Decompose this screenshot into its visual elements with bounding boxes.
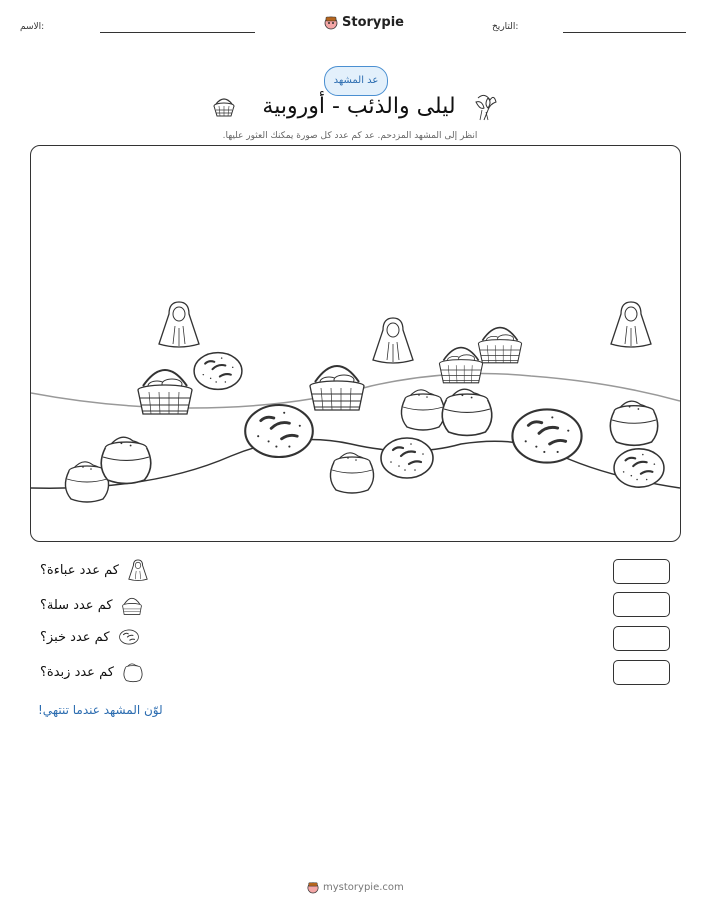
scene-butter-pot [401, 390, 444, 430]
answer-box-bread[interactable] [613, 626, 670, 651]
instructions: انظر إلى المشهد المزدحم. عد كم عدد كل صورة يمكنك العثور عليها. [222, 131, 478, 141]
page-title: ليلى والذئب - أوروبية [262, 94, 456, 119]
cloak-icon [127, 558, 149, 582]
counting-scene [30, 145, 681, 542]
scene-bread [614, 449, 664, 487]
brand-logo [324, 14, 404, 30]
scene-basket [138, 370, 192, 414]
brand-name: Storypie [342, 14, 404, 30]
answer-box-cloak[interactable] [613, 559, 670, 584]
question-butter [40, 661, 144, 683]
question-cloak [40, 558, 149, 582]
scene-drawing [31, 146, 680, 541]
footer-url[interactable]: mystorypie.com [323, 881, 404, 893]
coloring-note: لوّن المشهد عندما تنتهي! [38, 703, 163, 717]
scene-bread [381, 438, 433, 478]
scene-butter-pot [442, 389, 492, 435]
answer-box-butter[interactable] [613, 660, 670, 685]
scene-bread [245, 405, 313, 457]
scene-cloak [159, 302, 199, 347]
basket-icon [210, 92, 240, 120]
question-text: كم عدد خبز؟ [40, 629, 110, 645]
scene-butter-pot [330, 453, 373, 493]
question-basket [40, 593, 143, 617]
question-text: كم عدد عباءة؟ [40, 562, 119, 578]
scene-basket [310, 366, 364, 410]
name-line[interactable] [100, 32, 255, 33]
question-text: كم عدد زبدة؟ [40, 664, 114, 680]
bread-icon [118, 627, 140, 647]
date-label: التاريخ: [492, 22, 519, 32]
scene-cloak [611, 302, 651, 347]
scene-basket [478, 328, 521, 363]
activity-badge: عد المشهد [324, 66, 388, 96]
basket-icon [121, 593, 143, 617]
flower-bouquet-icon [470, 90, 500, 122]
scene-butter-pot [610, 401, 657, 445]
question-text: كم عدد سلة؟ [40, 597, 113, 613]
pie-mascot-icon [307, 880, 319, 894]
footer [307, 880, 404, 894]
scene-basket [439, 348, 482, 383]
name-label: الاسم: [20, 22, 45, 32]
scene-bread [194, 353, 242, 390]
answer-box-basket[interactable] [613, 592, 670, 617]
scene-bread [512, 409, 581, 462]
scene-butter-pot [101, 437, 151, 483]
scene-cloak [373, 318, 413, 363]
pie-mascot-icon [324, 14, 338, 30]
date-line[interactable] [563, 32, 686, 33]
question-bread [40, 627, 140, 647]
butter-pot-icon [122, 661, 144, 683]
